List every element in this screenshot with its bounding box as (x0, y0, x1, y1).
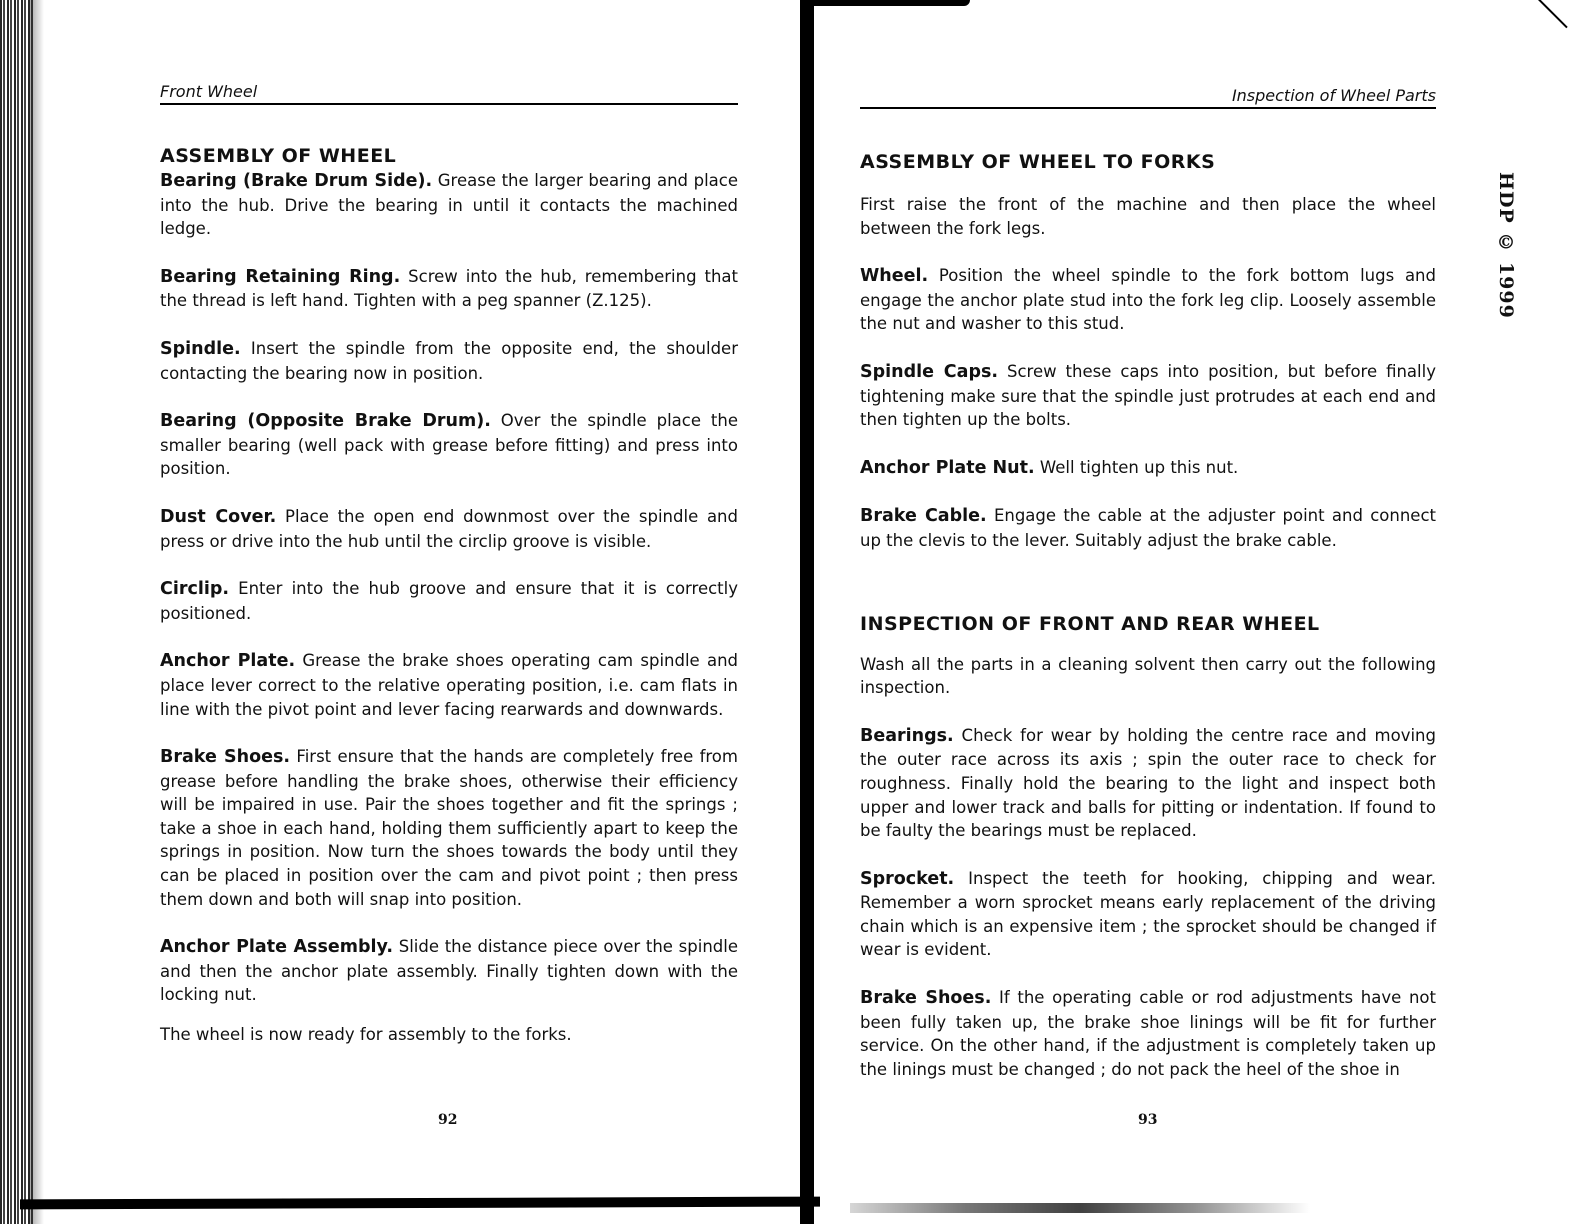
scan-corner-line (1538, 0, 1580, 28)
paragraph (160, 505, 738, 553)
paragraph (860, 724, 1436, 843)
right-page (860, 0, 1436, 1128)
book-gutter (800, 0, 814, 1224)
paragraph-title: Brake Shoes. (160, 747, 291, 768)
paragraph-body: Screw into the hub, remembering that the thread is left hand. Tighten with a peg spanner (Z.125). (160, 266, 738, 311)
paragraph-title: Brake Shoes. (860, 988, 992, 1009)
intro-paragraph: Wash all the parts in a cleaning solvent then carry out the following inspection. (860, 654, 1436, 698)
paragraph (860, 504, 1436, 552)
paragraph-body: Enter into the hub groove and ensure that it is correctly positioned. (160, 579, 738, 623)
section-title-inspection: INSPECTION OF FRONT AND REAR WHEEL (860, 612, 1320, 635)
paragraph (160, 649, 738, 721)
paragraph-title: Anchor Plate. (160, 651, 296, 672)
paragraph-body: Slide the distance piece over the spindle and then the anchor plate assembly. Finally tighten down with the locking nut. (160, 937, 739, 1005)
left-page (160, 0, 739, 1128)
section-title-assembly-of-wheel: ASSEMBLY OF WHEEL (160, 145, 397, 167)
paragraph (160, 935, 738, 1007)
paragraph-title: Anchor Plate Assembly. (160, 937, 393, 958)
page-number-right: 93 (1138, 1112, 1158, 1128)
paragraph-body: Insert the spindle from the opposite end, the shoulder contacting the bearing now in position. (160, 338, 738, 383)
scan-bottom-edge (20, 1197, 820, 1210)
scan-edge-left (0, 0, 34, 1224)
paragraph-title: Bearing Retaining Ring. (160, 266, 401, 287)
page-number-left: 92 (438, 1112, 458, 1128)
paragraph (160, 169, 738, 241)
intro-paragraph: First raise the front of the machine and then place the wheel between the fork legs. (860, 195, 1436, 238)
paragraph-title: Brake Cable. (860, 506, 987, 527)
closing-line: The wheel is now ready for assembly to the forks. (160, 1025, 572, 1045)
paragraph-title: Bearings. (860, 725, 954, 746)
paragraph-title: Dust Cover. (160, 506, 277, 527)
paragraph (860, 264, 1436, 336)
paragraph-body: Well tighten up this nut. (1034, 457, 1239, 477)
paragraph-body: Inspect the teeth for hooking, chipping and wear. Remember a worn sprocket means early replacement of the driving chain which is an expensive item ; the sprocket should be changed if wear is evident. (860, 868, 1436, 960)
paragraph (160, 577, 738, 625)
paragraph-body: Engage the cable at the adjuster point and connect up the clevis to the lever. Suitably adjust the brake cable. (860, 506, 1436, 550)
scan-edge-shadow (30, 0, 44, 1224)
paragraph-title: Spindle. (160, 338, 241, 359)
paragraph-body: Screw these caps into position, but before finally tightening make sure that the spindle just protrudes at each end and then tighten up the bolts. (860, 361, 1436, 430)
paragraph-title: Bearing (Brake Drum Side). (160, 171, 433, 191)
paragraph (860, 867, 1436, 962)
paragraph-title: Anchor Plate Nut. (860, 457, 1035, 478)
paragraph-title: Spindle Caps. (860, 361, 999, 382)
paragraph (860, 360, 1436, 432)
paragraph-title: Circlip. (160, 579, 230, 600)
scan-bottom-smudge (850, 1203, 1310, 1213)
paragraph (160, 265, 738, 313)
paragraph-body: Grease the larger bearing and place into the hub. Drive the bearing in until it contacts the machined ledge. (160, 171, 738, 239)
paragraph (160, 745, 738, 911)
paragraph-body: Over the spindle place the smaller bearing (well pack with grease before fitting) and press into position. (160, 411, 738, 479)
section-title-assembly-to-forks: ASSEMBLY OF WHEEL TO FORKS (860, 151, 1216, 173)
paragraph-body: Position the wheel spindle to the fork bottom lugs and engage the anchor plate stud into the fork leg clip. Loosely assemble the nut and washer to this stud. (860, 266, 1436, 334)
running-head-left: Front Wheel (160, 82, 738, 105)
paragraph-title: Wheel. (860, 266, 929, 287)
paragraph (160, 409, 738, 481)
copyright-stamp: HDP © 1999 (1495, 172, 1517, 319)
paragraph (860, 456, 1436, 481)
paragraph-body: First ensure that the hands are completely free from grease before handling the brake shoes, otherwise their efficiency will be impaired in use. Pair the shoes together and fit the springs ; take a shoe in each hand, holding them sufficiently apart to keep the springs in position. Now turn the shoes towards the body until they can be placed in position over the cam and pivot point ; then press them down and both will snap into position. (160, 747, 738, 909)
paragraph (860, 986, 1436, 1081)
paragraph-body: Grease the brake shoes operating cam spindle and place lever correct to the relative operating position, i.e. cam flats in line with the pivot point and lever facing rearwards and downwards. (160, 651, 738, 719)
paragraph (160, 337, 738, 385)
paragraph-title: Sprocket. (860, 868, 955, 889)
paragraph-body: If the operating cable or rod adjustments have not been fully taken up, the brake shoe linings will be fit for further service. On the other hand, if the adjustment is completely taken up the linings must be changed ; do not pack the heel of the shoe in (860, 988, 1436, 1079)
paragraph-title: Bearing (Opposite Brake Drum). (160, 411, 491, 432)
paragraph-body: Place the open end downmost over the spindle and press or drive into the hub until the circlip groove is visible. (160, 506, 738, 551)
paragraph-body: Check for wear by holding the centre race and moving the outer race across its axis ; spin the outer race to check for roughness. Finally hold the bearing to the light and inspect both upper and lower track and balls for pitting or indentation. If found to be faulty the bearings must be replaced. (860, 725, 1436, 841)
running-head-right: Inspection of Wheel Parts (860, 86, 1436, 109)
